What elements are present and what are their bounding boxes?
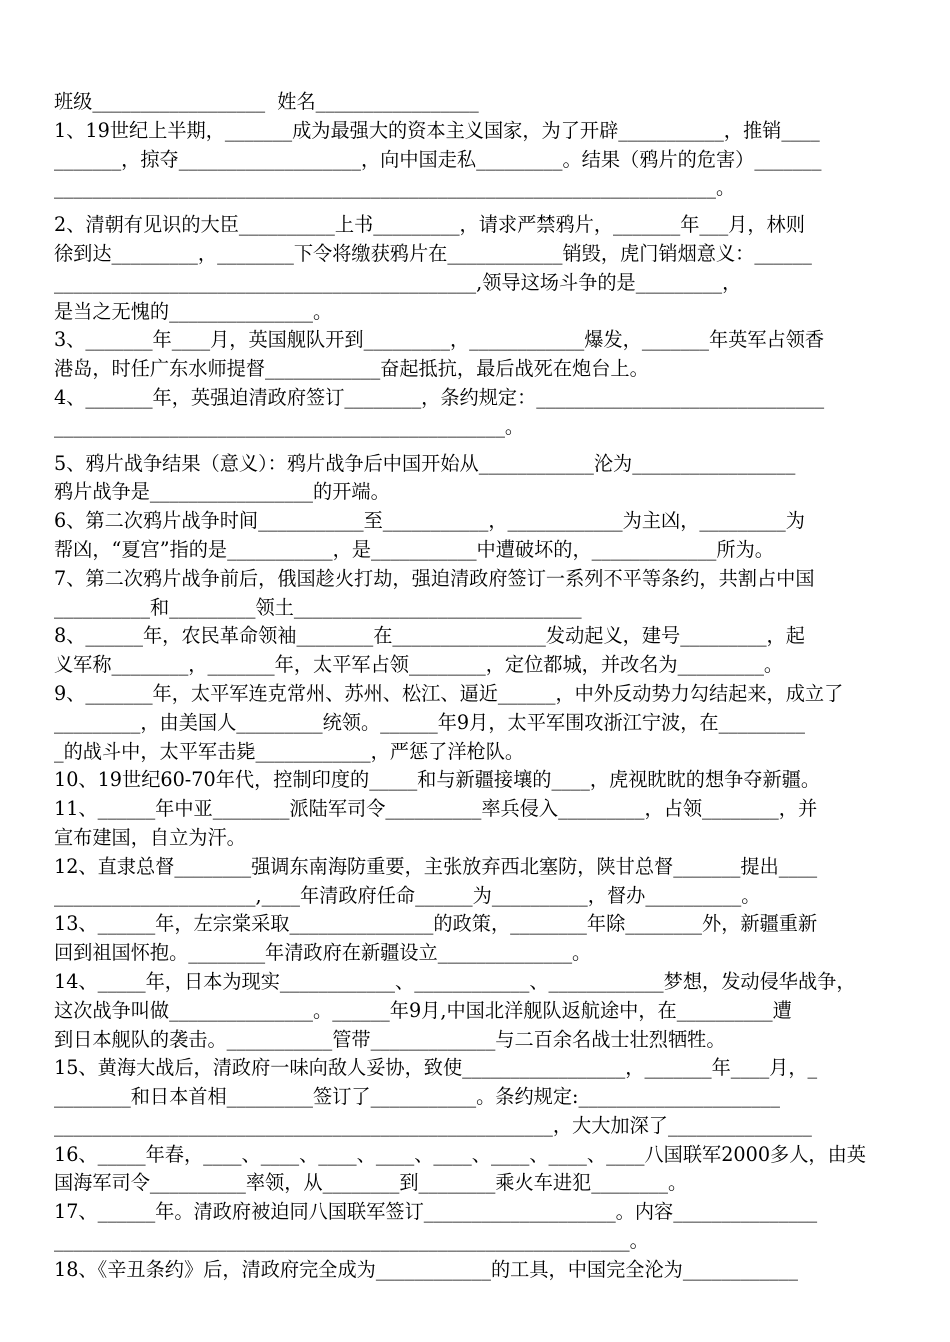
q17-line-2: ____________________________________________________________。 (54, 1229, 649, 1253)
q8-line-2: 义军称________，_______年，太平军占领________，定位都城，并改名为_________。 (54, 653, 784, 677)
q7-line-1: 7、第二次鸦片战争前后，俄国趁火打劫，强迫清政府签订一系列不平等条约，共割占中国 (54, 566, 815, 590)
q15-line-3: ____________________________________________________，大大加深了_______________ (54, 1113, 812, 1137)
q11-line-1: 11、______年中亚________派陆军司令__________率兵侵入_________，占领________，并 (54, 797, 818, 821)
q12-line-1: 12、直隶总督________强调东南海防重要，主张放弃西北塞防，陕甘总督_______提出____ (54, 854, 818, 878)
q9-line-3: _的战斗中，太平军击毙____________，严惩了洋枪队。 (54, 739, 525, 763)
q3-line-2: 港岛，时任广东水师提督____________奋起抵抗，最后战死在炮台上。 (54, 357, 649, 381)
q17-line-1: 17、______年。清政府被迫同八国联军签订____________________。内容_______________ (54, 1200, 818, 1224)
q15-line-1: 15、黄海大战后，清政府一味向敌人妥协，致使_________________，_______年____月，_ (54, 1056, 818, 1080)
q5-line-1: 5、鸦片战争结果（意义）：鸦片战争后中国开始从____________沦为_________________ (54, 451, 796, 475)
q13-line-1: 13、______年，左宗棠采取_______________的政策，________年除________外，新疆重新 (54, 912, 818, 936)
q2-line-2: 徐到达_________，________下令将缴获鸦片在____________销毁，虎门销烟意义：______ (54, 241, 812, 265)
q11-line-2: 宣布建国，自立为汗。 (54, 825, 246, 849)
q9-line-1: 9、_______年，太平军连克常州、苏州、松江、逼近______，中外反动势力勾结起来，成立了 (54, 681, 844, 705)
q15-line-2: ________和日本首相_________签订了___________。条约规定:_____________________ (54, 1085, 780, 1109)
q3-line-1: 3、_______年____月，英国舰队开到_________，____________爆发，_______年英军占领香 (54, 328, 825, 352)
q7-line-2: __________和_________领土______________________________ (54, 595, 582, 619)
q1-line-1: 1、19世纪上半期，_______成为最强大的资本主义国家，为了开辟___________，推销____ (54, 118, 820, 142)
q14-line-1: 14、_____年，日本为现实____________、____________、____________梦想，发动侵华战争， (54, 969, 856, 993)
q14-line-2: 这次战争叫做_______________。______年9月,中国北洋舰队返航途中，在__________遭 (54, 998, 792, 1022)
q5-line-2: 鸦片战争是_________________的开端。 (54, 480, 390, 504)
q12-line-2: _____________________,____年清政府任命______为__________，督办__________。 (54, 883, 761, 907)
q6-line-1: 6、第二次鸦片战争时间___________至___________，____________为主凶，_________为 (54, 509, 805, 533)
q18-line-1: 18、《辛丑条约》后，清政府完全成为____________的工具，中国完全沦为____________ (54, 1257, 798, 1281)
worksheet (54, 88, 900, 1285)
q6-line-2: 帮凶，“夏宫”指的是___________，是___________中遭破坏的，_____________所为。 (54, 537, 774, 561)
q1-line-2: _______，掠夺___________________，向中国走私_________。结果（鸦片的危害）_______ (54, 147, 822, 171)
q2-line-4: 是当之无愧的_______________。 (54, 299, 333, 323)
q4-line-2: _______________________________________________。 (54, 414, 525, 438)
q2-line-3: ____________________________________________,领导这场斗争的是_________， (54, 270, 742, 294)
q14-line-3: 到日本舰队的袭击。___________管带_____________与二百余名战士壮烈牺牲。 (54, 1027, 726, 1051)
q2-line-1: 2、清朝有见识的大臣__________上书_________，请求严禁鸦片，_______年___月，林则 (54, 213, 805, 237)
q16-line-2: 国海军司令__________率领，从________到________乘火车进犯________。 (54, 1171, 688, 1195)
class-name-line: 班级__________________ 姓名_________________ (54, 90, 479, 113)
q13-line-2: 回到祖国怀抱。________年清政府在新疆设立______________。 (54, 941, 592, 965)
q8-line-1: 8、______年，农民革命领袖________在________________发动起义，建号_________，起 (54, 624, 805, 648)
q16-line-1: 16、_____年春，____、____、____、____、____、____、____、____八国联军2000多人，由英 (54, 1142, 866, 1166)
q9-line-2: _________，由美国人_________统领。______年9月，太平军围攻浙江宁波，在_________ (54, 710, 805, 734)
q10-line-1: 10、19世纪60-70年代，控制印度的_____和与新疆接壤的____，虎视眈眈的想争夺新疆。 (54, 768, 821, 792)
q4-line-1: 4、_______年，英强迫清政府签订________，条约规定：______________________________ (54, 385, 825, 409)
q1-line-3: _____________________________________________________________________。 (54, 176, 736, 200)
